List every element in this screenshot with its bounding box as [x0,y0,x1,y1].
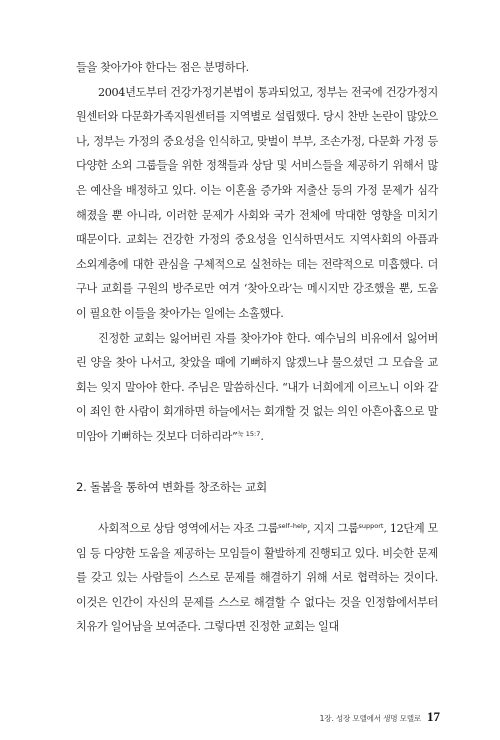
page-number: 17 [427,709,440,724]
term-annotation: support [358,522,384,530]
running-footer-chapter: 1장. 성장 모델에서 생명 모델로 [319,714,421,723]
paragraph: 2004년도부터 건강가정기본법이 통과되었고, 정부는 전국에 건강가정지원센터와 다문화가족지원센터를 지역별로 설립했다. 당시 찬반 논란이 많았으나, 정부는 가정의 중요성을 인식하고, 맞벌이 부부, 조손가정, 다문화 가정 등 다양한 소외 그룹들을 위한 정책들과 상담 및 서비스들을 제공하기 위해서 많은 예산을 배정하고 있다. 이는 이혼율 증가와 저출산 등의 가정 문제가 심각해졌을 뿐 아니라, 이러한 문제가 사회와 국가 전체에 막대한 영향을 미치기 때문이다. 교회는 건강한 가정의 중요성을 인식하면서도 지역사회의 아픔과 소외계층에 대한 관심을 구체적으로 실천하는 데는 전략적으로 미흡했다. 더구나 교회를 구원의 방주로만 여겨 ‘찾아오라’는 메시지만 강조했을 뿐, 도움이 필요한 이들을 찾아가는 일에는 소홀했다. [76,85,438,320]
term-annotation: self–help [278,522,307,530]
body-text-bottom [76,517,438,640]
sentence-end: . [260,429,264,443]
body-text-top [76,56,438,450]
paragraph-text: , 12단계 모임 등 다양한 도움을 제공하는 모임들이 활발하게 진행되고 있다. 비슷한 문제를 갖고 있는 사람들이 스스로 문제를 해결하기 위해 서로 협력하는 것이다. 이것은 인간이 자신의 문제를 스스로 해결할 수 없다는 것을 인정함에서부터 치유가 일어남을 보여준다. 그렇다면 진정한 교회는 일대 [76,522,438,634]
paragraph [76,517,438,640]
paragraph [76,327,438,450]
paragraph-text: , 지지 그룹 [306,522,359,535]
paragraph: 들을 찾아가야 한다는 점은 분명하다. [76,61,249,74]
paragraph-text: 사회적으로 상담 영역에서는 자조 그룹 [98,522,279,535]
scripture-reference: 눅 15:7 [237,429,261,438]
scripture-quote-text: 진정한 교회는 잃어버린 자를 찾아가야 한다. 예수님의 비유에서 잃어버린 양을 찾아 나서고, 찾았을 때에 기뻐하지 않겠느냐 물으셨던 그 모습을 교회는 잊지 말아야 한다. 주님은 말씀하신다. “내가 너희에게 이르노니 이와 같이 죄인 한 사람이 회개하면 하늘에서는 회개할 것 없는 의인 아흔아홉으로 말미암아 기뻐하는 것보다 더하리라” [76,331,438,443]
page-footer [240,706,440,725]
section-heading: 2. 돌봄을 통하여 변화를 창조하는 교회 [76,480,267,494]
